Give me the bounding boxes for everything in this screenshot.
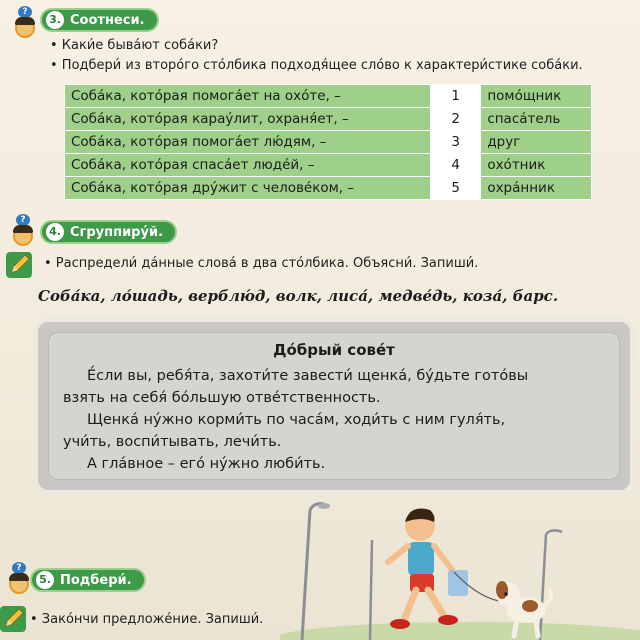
task-boy-icon: ?: [10, 6, 40, 40]
task5-bullet: • Зако́нчи предложе́ние. Запиши́.: [30, 612, 264, 627]
advice-line: А гла́вное – его́ ну́жно люби́ть.: [87, 456, 326, 472]
table-row: [65, 131, 592, 154]
number-cell: 1: [431, 85, 481, 108]
advice-line: Щенка́ ну́жно корми́ть по часа́м, ходи́ть с ним гуля́ть,: [87, 412, 506, 428]
word-cell: друг: [481, 131, 592, 154]
number-cell: 2: [431, 108, 481, 131]
task3-title: Соотнеси.: [70, 12, 145, 28]
number-cell: 5: [431, 177, 481, 200]
advice-text: [63, 365, 623, 475]
advice-title: До́брый сове́т: [273, 341, 395, 359]
pencil-icon: [6, 252, 32, 278]
characteristic-cell: Соба́ка, кото́рая дру́жит с челове́ком, –: [65, 177, 431, 200]
table-row: [65, 85, 592, 108]
advice-line: учи́ть, воспи́тывать, лечи́ть.: [63, 434, 282, 450]
advice-line: взять на себя́ бо́льшую отве́тственность.: [63, 390, 381, 406]
word-cell: спаса́тель: [481, 108, 592, 131]
word-cell: помо́щник: [481, 85, 592, 108]
task4-title: Сгруппиру́й.: [70, 224, 164, 240]
task4-number: 4.: [46, 223, 64, 241]
task3-bullet-2: • Подбери́ из второ́го сто́лбика подходя́щее сло́во к характери́стике соба́ки.: [50, 58, 583, 73]
advice-line: Е́сли вы, ребя́та, захоти́те завести́ щенка́, бу́дьте гото́вы: [87, 368, 529, 384]
task5-header: [30, 568, 146, 592]
pencil-icon: [0, 606, 26, 632]
word-cell: охо́тник: [481, 154, 592, 177]
advice-panel: [48, 332, 620, 480]
task5-number: 5.: [36, 571, 54, 589]
task4-word-list: Соба́ка, ло́шадь, верблю́д, волк, лиса́, медве́дь, коза́, барс.: [38, 287, 559, 305]
task3-bullet-1: • Каки́е быва́ют соба́ки?: [50, 38, 219, 53]
characteristic-cell: Соба́ка, кото́рая помога́ет лю́дям, –: [65, 131, 431, 154]
task3-number: 3.: [46, 11, 64, 29]
matching-table: [64, 84, 592, 200]
boy-with-dog-illustration: [280, 490, 640, 640]
task-boy-icon: ?: [8, 214, 38, 248]
task5-title: Подбери́.: [60, 572, 132, 588]
table-row: [65, 177, 592, 200]
table-row: [65, 154, 592, 177]
number-cell: 4: [431, 154, 481, 177]
task4-bullet: • Распредели́ да́нные слова́ в два сто́лбика. Объясни́. Запиши́.: [44, 256, 479, 271]
table-row: [65, 108, 592, 131]
characteristic-cell: Соба́ка, кото́рая карау́лит, охраня́ет, –: [65, 108, 431, 131]
characteristic-cell: Соба́ка, кото́рая помога́ет на охо́те, –: [65, 85, 431, 108]
word-cell: охра́нник: [481, 177, 592, 200]
task3-header: [40, 8, 159, 32]
task4-header: [40, 220, 177, 244]
characteristic-cell: Соба́ка, кото́рая спаса́ет люде́й, –: [65, 154, 431, 177]
number-cell: 3: [431, 131, 481, 154]
advice-box: [34, 318, 634, 494]
task-boy-icon: ?: [4, 562, 34, 596]
